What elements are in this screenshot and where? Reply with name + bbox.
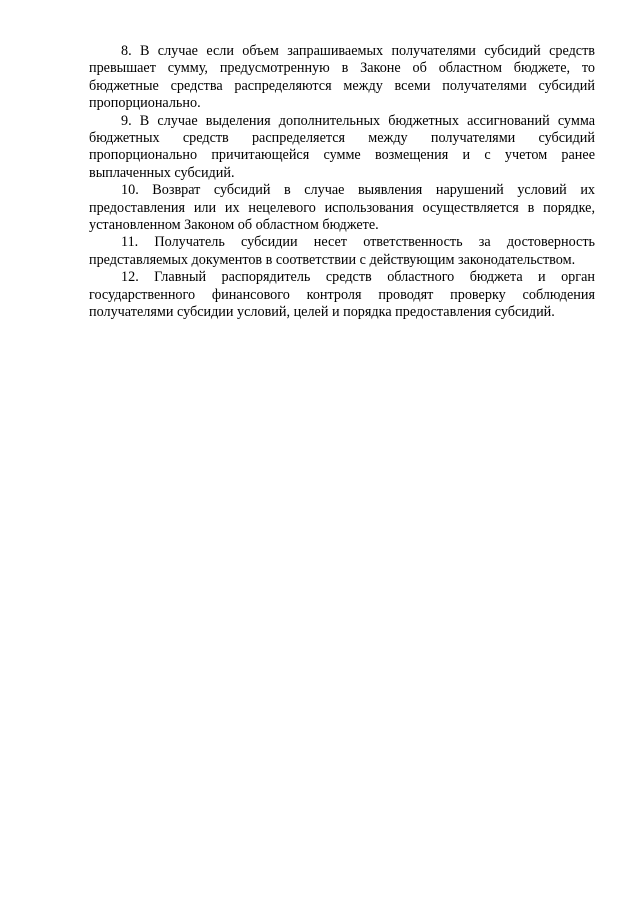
paragraph-8: 8. В случае если объем запрашиваемых получателями субсидий средств превышает сумму, предусмотренную в Законе об областном бюджете, то бюджетные средства распределяются между всеми получателями субсидий пропорционально.: [89, 43, 595, 112]
paragraph-12: 12. Главный распорядитель средств областного бюджета и орган государственного финансового контроля проводят проверку соблюдения получателями субсидии условий, целей и порядка предоставления субсидий.: [89, 269, 595, 321]
paragraph-10: 10. Возврат субсидий в случае выявления нарушений условий их предоставления или их нецелевого использования осуществляется в порядке, установленном Законом об областном бюджете.: [89, 182, 595, 234]
paragraph-9: 9. В случае выделения дополнительных бюджетных ассигнований сумма бюджетных средств распределяется между получателями субсидий пропорционально причитающейся сумме возмещения и с учетом ранее выплаченных субсидий.: [89, 112, 595, 181]
paragraph-11: 11. Получатель субсидии несет ответственность за достоверность представляемых документов в соответствии с действующим законодательством.: [89, 234, 595, 268]
document-body: [89, 43, 595, 322]
